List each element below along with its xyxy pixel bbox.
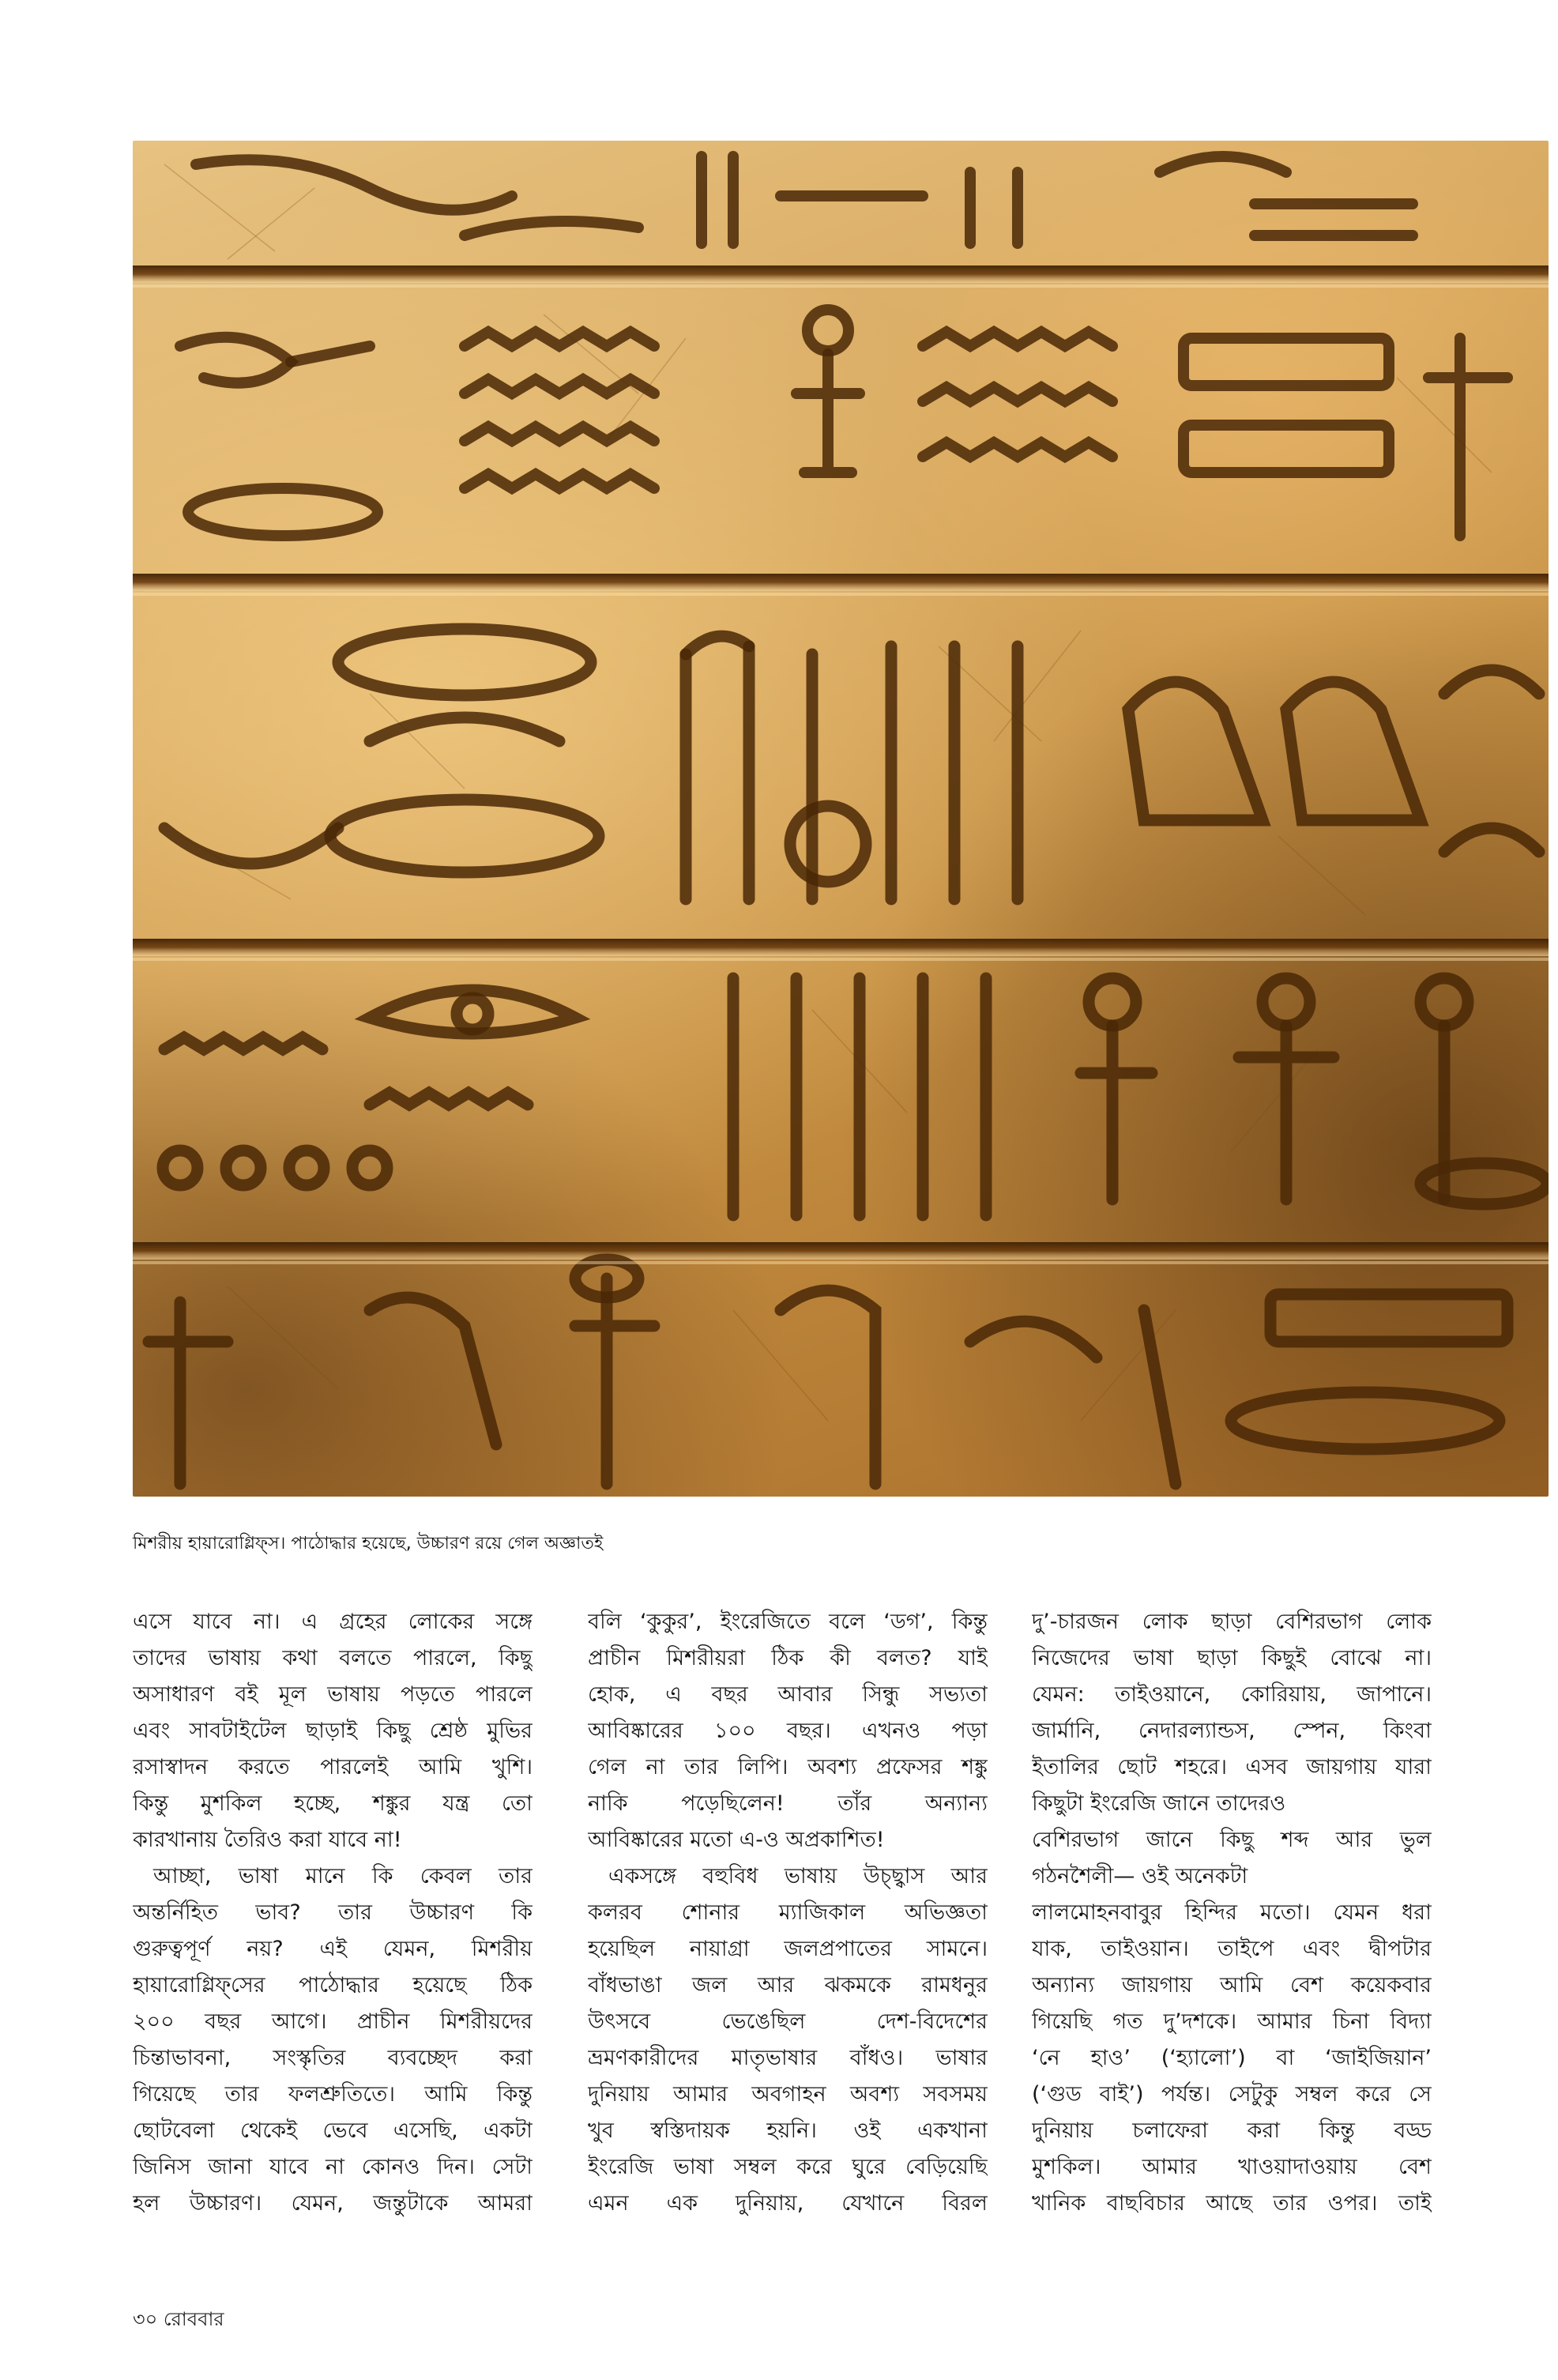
text-line: জিনিস জানা যাবে না কোনও দিন। সেটা — [133, 2155, 533, 2179]
text-line: নিজেদের ভাষা ছাড়া কিছুই বোঝে না। — [1032, 1646, 1432, 1670]
text-line: গঠনশৈলী— ওই অনেকটা — [1032, 1864, 1248, 1889]
text-line: ছোটবেলা থেকেই ভেবে এসেছি, একটা — [133, 2118, 533, 2143]
body-column-3 — [1032, 1604, 1432, 2222]
text-line: লালমোহনবাবুর হিন্দির মতো। যেমন ধরা — [1032, 1900, 1432, 1925]
text-line: খুব স্বস্তিদায়ক হয়নি। ওই একখানা — [588, 2118, 988, 2143]
text-line: প্রাচীন মিশরীয়রা ঠিক কী বলত? যাই — [588, 1646, 988, 1670]
text-line: কলরব শোনার ম্যাজিকাল অভিজ্ঞতা — [588, 1900, 988, 1925]
text-line: হোক, এ বছর আবার সিন্ধু সভ্যতা — [588, 1682, 988, 1707]
text-line: অন্যান্য জায়গায় আমি বেশ কয়েকবার — [1032, 1973, 1432, 1998]
text-line: (‘গুড বাই’) পর্যন্ত। সেটুকু সম্বল করে সে — [1032, 2082, 1432, 2107]
text-line: কিন্তু মুশকিল হচ্ছে, শঙ্কুর যন্ত্র তো — [133, 1791, 533, 1816]
text-line: মুশকিল। আমার খাওয়াদাওয়ায় বেশ — [1032, 2155, 1432, 2179]
text-line: হায়ারোগ্লিফ্‌সের পাঠোদ্ধার হয়েছে ঠিক — [133, 1973, 533, 1998]
text-line: কারখানায় তৈরিও করা যাবে না! — [133, 1828, 402, 1852]
text-line: গুরুত্বপূর্ণ নয়? এই যেমন, মিশরীয় — [133, 1937, 533, 1961]
text-line: আচ্ছা, ভাষা মানে কি কেবল তার — [153, 1864, 533, 1889]
text-line: তাদের ভাষায় কথা বলতে পারলে, কিছু — [133, 1646, 533, 1670]
body-column-2 — [588, 1604, 988, 2222]
text-line: দুনিয়ায় চলাফেরা করা কিন্তু বড্ড — [1032, 2118, 1432, 2143]
text-line: দু’-চারজন লোক ছাড়া বেশিরভাগ লোক — [1032, 1610, 1432, 1634]
text-line: গেল না তার লিপি। অবশ্য প্রফেসর শঙ্কু — [588, 1755, 988, 1779]
text-line: চিন্তাভাবনা, সংস্কৃতির ব্যবচ্ছেদ করা — [133, 2046, 533, 2070]
text-line: এসে যাবে না। এ গ্রহের লোকের সঙ্গে — [133, 1610, 533, 1634]
text-line: অন্তর্নিহিত ভাব? তার উচ্চারণ কি — [133, 1900, 533, 1925]
text-line: রসাস্বাদন করতে পারলেই আমি খুশি। — [133, 1755, 533, 1779]
text-line: গিয়েছি গত দু’দশকে। আমার চিনা বিদ্যা — [1032, 2009, 1432, 2034]
text-line: একসঙ্গে বহুবিধ ভাষায় উচ্ছ্বাস আর — [608, 1864, 988, 1889]
text-line: বাঁধভাঙা জল আর ঝকমকে রামধনুর — [588, 1973, 988, 1998]
text-line: অসাধারণ বই মূল ভাষায় পড়তে পারলে — [133, 1682, 533, 1707]
text-line: জার্মানি, নেদারল্যান্ডস, স্পেন, কিংবা — [1032, 1719, 1432, 1743]
text-line: ‘নে হাও’ (‘হ্যালো’) বা ‘জাইজিয়ান’ — [1032, 2046, 1432, 2070]
page-folio: ৩০ রোববার — [133, 2308, 224, 2330]
text-line: আবিষ্কারের ১০০ বছর। এখনও পড়া — [588, 1719, 988, 1743]
text-line: আবিষ্কারের মতো এ-ও অপ্রকাশিত! — [588, 1828, 885, 1852]
text-line: ইংরেজি ভাষা সম্বল করে ঘুরে বেড়িয়েছি — [588, 2155, 988, 2179]
text-line: নাকি পড়েছিলেন! তাঁর অন্যান্য — [588, 1791, 988, 1816]
hieroglyph-relief-illustration — [133, 141, 1549, 1497]
text-line: উৎসবে ভেঙেছিল দেশ-বিদেশের — [588, 2009, 988, 2034]
body-column-1 — [133, 1604, 533, 2222]
text-line: ভ্রমণকারীদের মাতৃভাষার বাঁধও। ভাষার — [588, 2046, 988, 2070]
text-line: হল উচ্চারণ। যেমন, জন্তুটাকে আমরা — [133, 2191, 533, 2216]
text-line: গিয়েছে তার ফলশ্রুতিতে। আমি কিন্তু — [133, 2082, 533, 2107]
text-line: খানিক বাছবিচার আছে তার ওপর। তাই — [1032, 2191, 1432, 2216]
photo-caption: মিশরীয় হায়ারোগ্লিফ্‌স। পাঠোদ্ধার হয়েছে, উচ্চারণ রয়ে গেল অজ্ঞাতই — [133, 1534, 604, 1553]
text-line: হয়েছিল নায়াগ্রা জলপ্রপাতের সামনে। — [588, 1937, 988, 1961]
text-line: ২০০ বছর আগে। প্রাচীন মিশরীয়দের — [133, 2009, 533, 2034]
text-line: এমন এক দুনিয়ায়, যেখানে বিরল — [588, 2191, 988, 2216]
text-line: যেমন: তাইওয়ানে, কোরিয়ায়, জাপানে। — [1032, 1682, 1432, 1707]
text-line: ইতালির ছোট শহরে। এসব জায়গায় যারা — [1032, 1755, 1432, 1779]
text-line: কিছুটা ইংরেজি জানে তাদেরও — [1032, 1791, 1286, 1816]
text-line: বলি ‘কুকুর’, ইংরেজিতে বলে ‘ডগ’, কিন্তু — [588, 1610, 988, 1634]
text-line: দুনিয়ায় আমার অবগাহন অবশ্য সবসময় — [588, 2082, 988, 2107]
text-line: বেশিরভাগ জানে কিছু শব্দ আর ভুল — [1032, 1828, 1432, 1852]
text-line: যাক, তাইওয়ান। তাইপে এবং দ্বীপটার — [1032, 1937, 1432, 1961]
hieroglyph-photo — [133, 141, 1549, 1497]
text-line: এবং সাবটাইটেল ছাড়াই কিছু শ্রেষ্ঠ মুভির — [133, 1719, 533, 1743]
